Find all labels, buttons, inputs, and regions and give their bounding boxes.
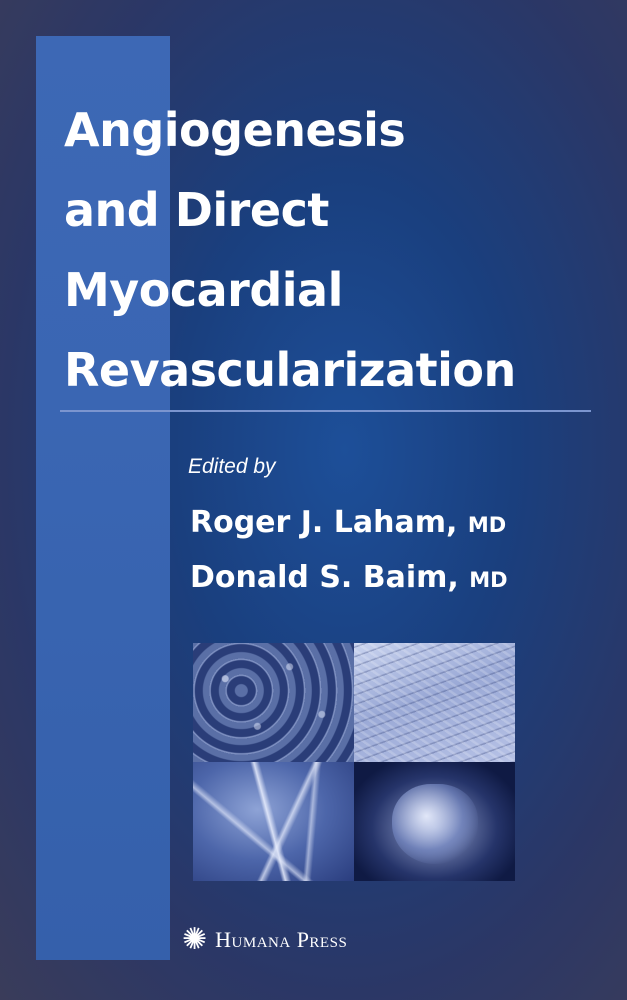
editor-1-credential: MD bbox=[467, 513, 507, 537]
editor-2-credential: MD bbox=[469, 568, 508, 592]
publisher-logo bbox=[182, 920, 347, 960]
edited-by-label: Edited by bbox=[188, 455, 276, 478]
angiogram-image bbox=[193, 762, 354, 881]
starburst-icon: ✺ bbox=[182, 922, 208, 957]
editor-2 bbox=[190, 560, 508, 595]
title-line-4: Revascularization bbox=[64, 343, 516, 397]
heart-shape bbox=[392, 784, 478, 864]
editor-1 bbox=[190, 505, 506, 540]
editor-1-name: Roger J. Laham, bbox=[190, 505, 458, 540]
editor-2-name: Donald S. Baim, bbox=[190, 560, 459, 595]
title-divider bbox=[60, 410, 591, 412]
publisher-name: Humana Press bbox=[215, 927, 348, 952]
title-line-1: Angiogenesis bbox=[64, 103, 406, 157]
tissue-image bbox=[354, 643, 515, 762]
title-line-3: Myocardial bbox=[64, 263, 343, 317]
heart-image bbox=[354, 762, 515, 881]
book-title bbox=[64, 90, 604, 410]
title-line-2: and Direct bbox=[64, 183, 329, 237]
microscopy-image bbox=[193, 643, 354, 762]
cover-image-grid bbox=[193, 643, 515, 881]
